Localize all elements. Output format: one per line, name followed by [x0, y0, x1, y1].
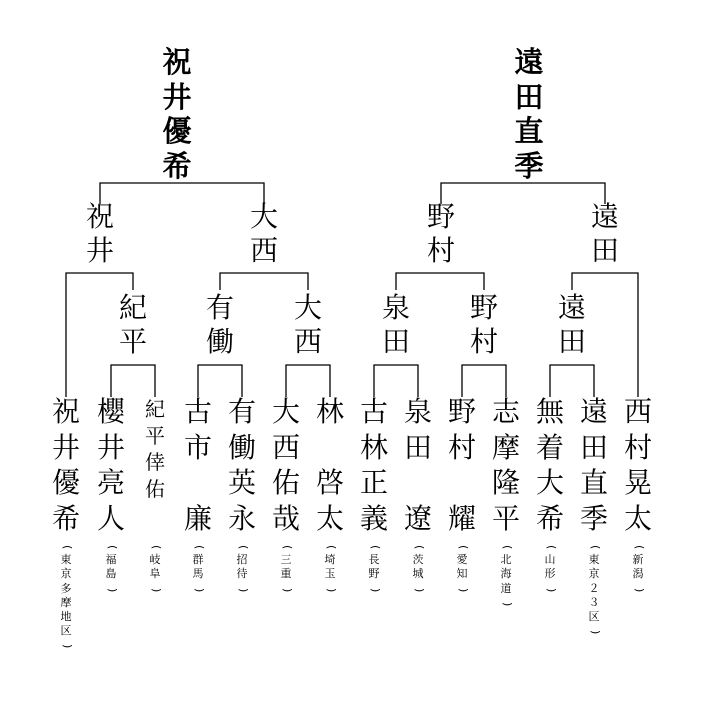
- final-right-connector: [441, 183, 605, 204]
- player-prefecture-4: ( 群 馬 ): [192, 544, 207, 592]
- player-name-6: 大 西 佑 哉: [271, 395, 300, 535]
- player-name-1: 祝 井 優 希: [51, 395, 80, 535]
- qf-5-connector: [462, 365, 506, 397]
- quarterfinal-name-4: 泉 田: [381, 291, 410, 358]
- player-name-5: 有 働 英 永: [227, 395, 256, 535]
- player-prefecture-6: ( 三 重 ): [280, 544, 295, 592]
- player-name-7: 林 啓 太: [315, 395, 344, 535]
- semifinal-name-1: 祝 井: [85, 200, 114, 267]
- player-name-4: 古 市 廉: [183, 395, 212, 535]
- semi-3-connector: [396, 273, 484, 290]
- player-prefecture-14: ( 新 潟 ): [632, 544, 647, 592]
- qf-6-connector: [550, 365, 594, 397]
- quarterfinal-name-5: 野 村: [469, 291, 498, 358]
- player-name-11: 志 摩 隆 平: [491, 395, 520, 535]
- qf-1-connector: [111, 365, 155, 397]
- player-prefecture-5: ( 招 待 ): [236, 544, 251, 592]
- qf-2-connector: [198, 365, 242, 397]
- player-name-2: 櫻 井 亮 人: [96, 395, 125, 535]
- semi-2-connector: [220, 273, 308, 290]
- semifinal-name-4: 遠 田: [590, 200, 619, 267]
- final-left-winner: 祝 井 優 希: [162, 45, 192, 183]
- qf-4-connector: [374, 365, 418, 397]
- player-prefecture-2: ( 福 島 ): [105, 544, 120, 592]
- player-prefecture-13: ( 東 京 ２ ３ 区 ): [588, 544, 603, 635]
- final-right-winner: 遠 田 直 季: [514, 45, 544, 183]
- quarterfinal-name-3: 大 西: [293, 291, 322, 358]
- player-name-9: 泉 田 遼: [403, 395, 432, 535]
- player-name-3: 紀 平 倖 佑: [145, 397, 165, 501]
- player-name-12: 無 着 大 希: [535, 395, 564, 535]
- player-prefecture-10: ( 愛 知 ): [456, 544, 471, 592]
- player-prefecture-11: ( 北 海 道 ): [500, 544, 515, 606]
- player-name-14: 西 村 晃 太: [623, 395, 652, 535]
- player-name-10: 野 村 耀: [447, 395, 476, 535]
- player-prefecture-7: ( 埼 玉 ): [324, 544, 339, 592]
- player-prefecture-12: ( 山 形 ): [544, 544, 559, 592]
- player-prefecture-9: ( 茨 城 ): [412, 544, 427, 592]
- player-prefecture-1: ( 東 京 多 摩 地 区 ): [60, 544, 75, 649]
- semifinal-name-3: 野 村: [426, 200, 455, 267]
- semifinal-name-2: 大 西: [249, 200, 278, 267]
- final-left-connector: [100, 183, 264, 204]
- quarterfinal-name-1: 紀 平: [118, 291, 147, 358]
- player-prefecture-8: ( 長 野 ): [368, 544, 383, 592]
- player-name-13: 遠 田 直 季: [579, 395, 608, 535]
- player-prefecture-3: ( 岐 阜 ): [149, 544, 164, 592]
- player-name-8: 古 林 正 義: [359, 395, 388, 535]
- quarterfinal-name-6: 遠 田: [557, 291, 586, 358]
- qf-3-connector: [286, 365, 330, 397]
- quarterfinal-name-2: 有 働: [205, 291, 234, 358]
